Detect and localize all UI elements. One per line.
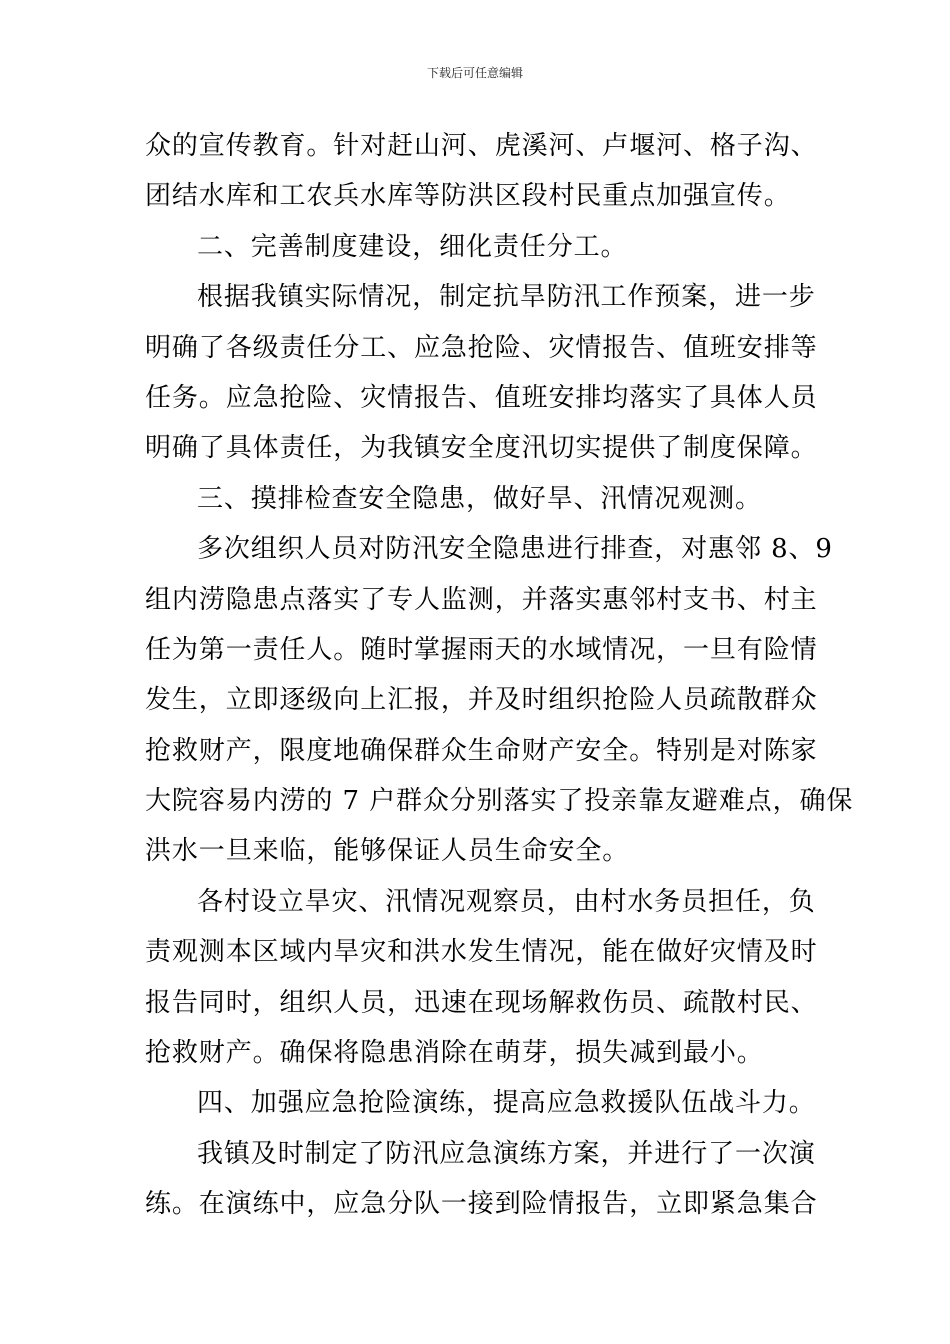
text-line: 多次组织人员对防汛安全隐患进行排查，对惠邻 8、9 (197, 534, 833, 565)
text-line: 四、加强应急抢险演练，提高应急救援队伍战斗力。 (197, 1088, 816, 1119)
text-line: 责观测本区域内旱灾和洪水发生情况，能在做好灾情及时 (145, 937, 818, 968)
text-line: 二、完善制度建设，细化责任分工。 (197, 231, 628, 262)
document-body (145, 121, 854, 1230)
text-line: 抢救财产。确保将隐患消除在萌芽，损失减到最小。 (145, 1038, 764, 1069)
text-line: 明确了各级责任分工、应急抢险、灾情报告、值班安排等 (145, 332, 818, 363)
text-line: 明确了具体责任，为我镇安全度汛切实提供了制度保障。 (145, 433, 818, 464)
text-line: 团结水库和工农兵水库等防洪区段村民重点加强宣传。 (145, 181, 791, 212)
text-line: 组内涝隐患点落实了专人监测，并落实惠邻村支书、村主 (145, 584, 818, 615)
text-line: 洪水一旦来临，能够保证人员生命安全。 (145, 836, 630, 867)
page-header-note: 下载后可任意编辑 (426, 66, 523, 80)
text-line: 练。在演练中，应急分队一接到险情报告，立即紧急集合 (145, 1189, 818, 1220)
text-line: 抢救财产，限度地确保群众生命财产安全。特别是对陈家 (145, 735, 818, 766)
text-line: 报告同时，组织人员，迅速在现场解救伤员、疏散村民、 (145, 987, 818, 1018)
text-line: 众的宣传教育。针对赶山河、虎溪河、卢堰河、格子沟、 (145, 131, 818, 161)
text-line: 发生，立即逐级向上汇报，并及时组织抢险人员疏散群众 (145, 685, 818, 716)
text-line: 三、摸排检查安全隐患，做好旱、汛情况观测。 (197, 483, 762, 514)
text-line: 任为第一责任人。随时掌握雨天的水域情况，一旦有险情 (145, 634, 818, 665)
text-line: 我镇及时制定了防汛应急演练方案，并进行了一次演 (197, 1138, 816, 1169)
text-line: 任务。应急抢险、灾情报告、值班安排均落实了具体人员 (145, 382, 818, 413)
text-line: 大院容易内涝的 7 户群众分别落实了投亲靠友避难点，确保 (145, 786, 854, 817)
text-line: 根据我镇实际情况，制定抗旱防汛工作预案，进一步 (197, 282, 816, 313)
text-line: 各村设立旱灾、汛情况观察员，由村水务员担任，负 (197, 886, 816, 917)
